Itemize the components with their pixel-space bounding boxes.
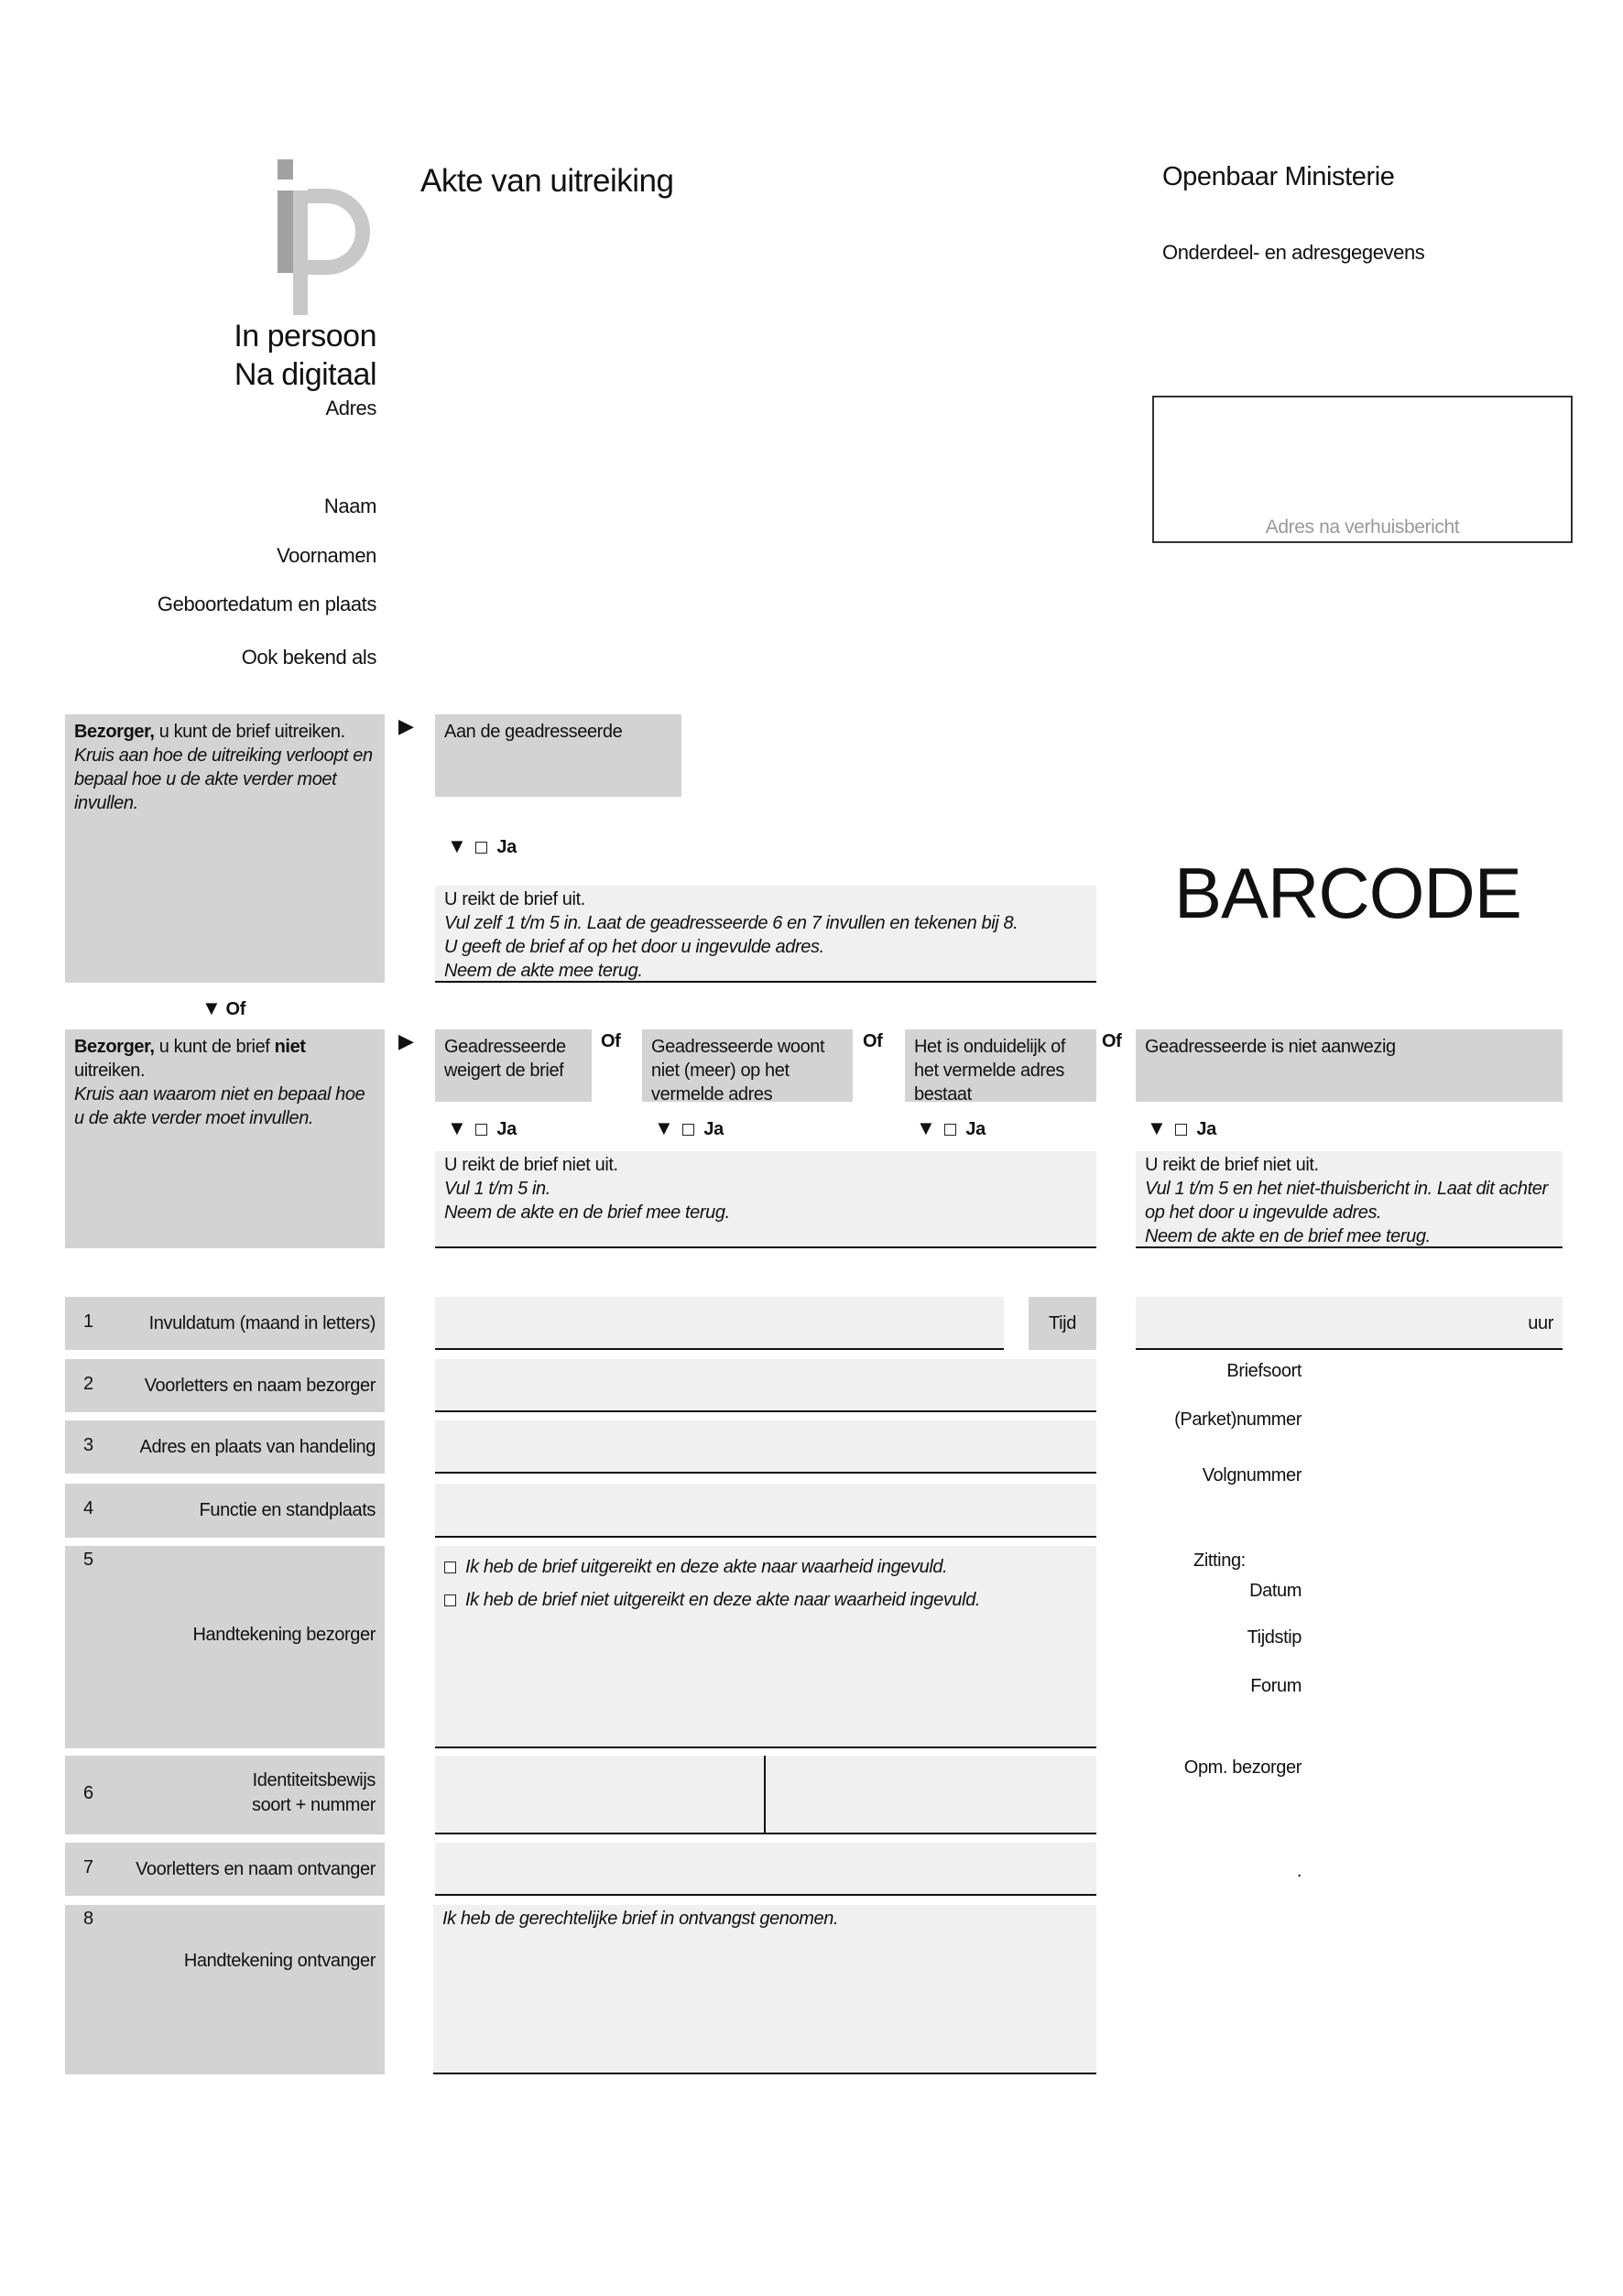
naam-ontvanger-field[interactable] [435,1843,1096,1896]
not-deliver-text-post: uitreiken. [74,1061,146,1081]
option-ja-weigert[interactable] [447,1116,517,1141]
info-title: U reikt de brief niet uit. [444,1155,618,1175]
option-woont-niet: Geadresseerde woont niet (meer) op het vermelde adres [642,1029,853,1102]
info-line: Neem de akte en de brief mee terug. [1145,1226,1431,1246]
label-volgnummer: Volgnummer [1202,1465,1302,1485]
label-forum: Forum [1250,1676,1302,1696]
arrow-down-icon: ▼ [202,996,222,1019]
deliver-text: u kunt de brief uitreiken. [154,722,345,742]
delivery-method-1: In persoon [234,319,376,354]
row-label: Voorletters en naam ontvanger [136,1859,376,1879]
row-label-4 [65,1484,385,1538]
row-number: 5 [83,1550,93,1570]
row-label-1 [65,1297,385,1350]
niet-aanwezig-info-box [1136,1151,1563,1248]
row-label: Handtekening bezorger [192,1625,376,1645]
label-parketnummer: (Parket)nummer [1174,1409,1302,1430]
row-label-2 [65,1359,385,1412]
uur-label: uur [1528,1313,1553,1333]
declaration-text: Ik heb de brief niet uitgereikt en deze akte naar waarheid ingevuld. [465,1590,981,1610]
row-label: Handtekening ontvanger [183,1951,376,1971]
tijd-field[interactable] [1136,1297,1563,1350]
deliver-instruction: Kruis aan hoe de uitreiking verloopt en bepaal hoe u de akte verder moet invullen. [74,745,373,813]
naam-bezorger-field[interactable] [435,1359,1096,1412]
bezorger-bold: Bezorger, [74,1037,155,1057]
ja-label: Ja [1196,1119,1216,1139]
not-deliver-info-box [435,1151,1096,1248]
info-line: Neem de akte en de brief mee terug. [444,1202,730,1223]
declaration-text: Ik heb de brief uitgereikt en deze akte naar waarheid ingevuld. [465,1557,948,1577]
deliver-instruction-box [65,714,385,983]
row-label-8 [65,1905,385,2074]
row-label: Functie en standplaats [199,1500,376,1520]
delivery-method-2: Na digitaal [234,357,376,392]
deliver-info-box [435,886,1096,983]
ip-logo [273,159,374,315]
label-datum: Datum [1249,1581,1302,1601]
info-line: U geeft de brief af op het door u ingevulde adres. [444,937,824,957]
receipt-text: Ik heb de gerechtelijke brief in ontvangst genomen. [442,1909,839,1929]
dot-mark: . [1296,1861,1302,1881]
ja-label: Ja [496,837,517,857]
arrow-down-icon: ▼ [916,1116,936,1139]
row-number: 3 [83,1435,93,1455]
declaration-1[interactable] [435,1555,1096,1579]
row-number: 7 [83,1857,93,1877]
department-label: Onderdeel- en adresgegevens [1162,241,1425,264]
label-geboortedatum: Geboortedatum en plaats [157,593,376,615]
option-niet-aanwezig: Geadresseerde is niet aanwezig [1136,1029,1563,1102]
row-number: 2 [83,1374,93,1394]
option-ja-woont-niet[interactable] [654,1116,724,1141]
row-label-6 [65,1756,385,1834]
checkbox[interactable] [1175,1124,1187,1136]
option-ja-deliver[interactable] [447,834,517,859]
checkbox[interactable] [682,1124,694,1136]
declaration-2[interactable] [435,1588,1096,1612]
checkbox[interactable] [944,1124,956,1136]
tijd-label: Tijd [1029,1297,1096,1350]
row-label: Identiteitsbewijs [252,1770,376,1790]
row-number: 4 [83,1498,93,1518]
id-nummer-field[interactable] [766,1756,1096,1834]
checkbox[interactable] [475,1124,487,1136]
form-title: Akte van uitreiking [420,163,674,199]
not-deliver-instruction-box [65,1029,385,1248]
row-label: Invuldatum (maand in letters) [148,1313,376,1333]
bezorger-bold: Bezorger, [74,722,155,742]
barcode-placeholder: BARCODE [1174,853,1521,933]
info-line: Vul 1 t/m 5 en het niet-thuisbericht in. Laat dit achter op het door u ingevulde adres. [1145,1179,1548,1223]
organization-name: Openbaar Ministerie [1162,162,1395,191]
info-line: Vul zelf 1 t/m 5 in. Laat de geadresseerde 6 en 7 invullen en tekenen bij 8. [444,913,1018,933]
row-number: 1 [83,1311,93,1332]
label-briefsoort: Briefsoort [1226,1361,1302,1381]
row-label: Adres en plaats van handeling [139,1437,376,1457]
checkbox[interactable] [475,842,487,854]
id-soort-field[interactable] [435,1756,766,1834]
label-adres: Adres [325,397,376,419]
row-label: Voorletters en naam bezorger [144,1376,376,1396]
arrow-down-icon: ▼ [1147,1116,1167,1139]
arrow-down-icon: ▼ [654,1116,674,1139]
not-deliver-text: u kunt de brief [154,1037,275,1057]
info-line: Neem de akte mee terug. [444,961,643,981]
row-number: 6 [83,1783,93,1803]
of-label: Of [601,1031,621,1051]
not-deliver-instruction: Kruis aan waarom niet en bepaal hoe u de akte verder moet invullen. [74,1084,365,1128]
address-change-caption: Adres na verhuisbericht [1265,517,1460,538]
address-change-box[interactable] [1152,396,1573,543]
info-line: Vul 1 t/m 5 in. [444,1179,550,1199]
functie-field[interactable] [435,1484,1096,1538]
arrow-right-icon: ▶ [398,714,414,737]
ja-label: Ja [965,1119,986,1139]
option-onduidelijk: Het is onduidelijk of het vermelde adres bestaat [905,1029,1096,1102]
niet-bold: niet [274,1037,306,1057]
option-ja-niet-aanwezig[interactable] [1147,1116,1216,1141]
row-label-7 [65,1843,385,1896]
invuldatum-field[interactable] [435,1297,1004,1350]
row-number: 8 [83,1909,93,1929]
info-title: U reikt de brief niet uit. [1145,1155,1319,1175]
of-label: Of [225,999,245,1019]
checkbox[interactable] [444,1561,456,1573]
of-divider [202,996,245,1021]
of-label: Of [1102,1031,1122,1051]
handtekening-bezorger-field[interactable] [435,1546,1096,1748]
option-weigert: Geadresseerde weigert de brief [435,1029,592,1102]
row-label-5 [65,1546,385,1748]
handtekening-ontvanger-field[interactable] [433,1905,1096,2074]
label-opm-bezorger: Opm. bezorger [1183,1757,1302,1778]
ja-label: Ja [496,1119,517,1139]
label-tijdstip: Tijdstip [1247,1627,1302,1648]
arrow-right-icon: ▶ [398,1029,414,1052]
label-naam: Naam [323,495,376,517]
label-voornamen: Voornamen [277,544,376,567]
row-label-3 [65,1420,385,1474]
label-ook-bekend-als: Ook bekend als [241,646,376,669]
arrow-down-icon: ▼ [447,1116,467,1139]
ja-label: Ja [703,1119,724,1139]
info-title: U reikt de brief uit. [444,889,585,909]
of-label: Of [863,1031,883,1051]
label-zitting: Zitting: [1193,1551,1246,1571]
option-ja-onduidelijk[interactable] [916,1116,986,1141]
arrow-down-icon: ▼ [447,834,467,857]
row-label: soort + nummer [251,1795,376,1815]
option-geadresseerde: Aan de geadresseerde [435,714,681,797]
checkbox[interactable] [444,1594,456,1606]
adres-handeling-field[interactable] [435,1420,1096,1474]
